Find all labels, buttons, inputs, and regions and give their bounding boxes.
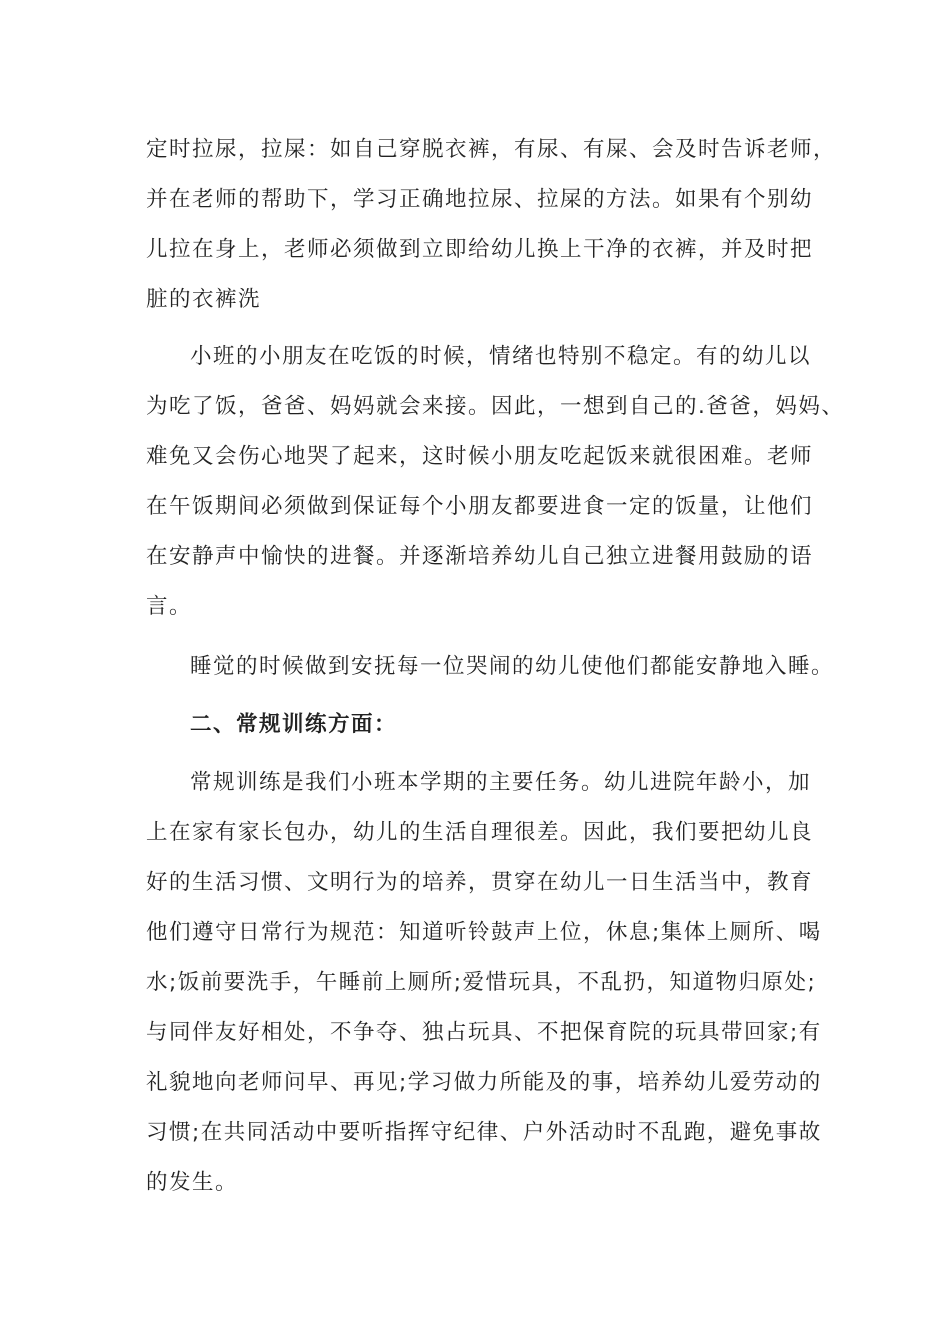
paragraph-line: 并在老师的帮助下，学习正确地拉尿、拉屎的方法。如果有个别幼 [146, 187, 814, 212]
paragraph-line: 言。 [146, 594, 193, 619]
paragraph-line: 脏的衣裤洗 [146, 287, 262, 312]
paragraph-line: 睡觉的时候做到安抚每一位哭闹的幼儿使他们都能安静地入睡。 [190, 654, 835, 679]
section-heading: 二、常规训练方面： [190, 712, 398, 737]
paragraph-line: 小班的小朋友在吃饭的时候，情绪也特别不稳定。有的幼儿以 [190, 344, 812, 369]
paragraph-line: 好的生活习惯、文明行为的培养，贯穿在幼儿一日生活当中，教育 [146, 870, 814, 895]
paragraph-line: 水;饭前要洗手，午睡前上厕所;爱惜玩具，不乱扔，知道物归原处; [146, 970, 817, 995]
paragraph-line: 为吃了饭，爸爸、妈妈就会来接。因此，一想到自己的.爸爸，妈妈、 [146, 394, 845, 419]
paragraph-line: 难免又会伤心地哭了起来，这时候小朋友吃起饭来就很困难。老师 [146, 444, 814, 469]
paragraph-line: 定时拉尿，拉屎：如自己穿脱衣裤，有尿、有屎、会及时告诉老师， [146, 137, 837, 162]
paragraph-line: 在安静声中愉快的进餐。并逐渐培养幼儿自己独立进餐用鼓励的语 [146, 544, 814, 569]
paragraph-line: 与同伴友好相处，不争夺、独占玩具、不把保育院的玩具带回家;有 [146, 1020, 822, 1045]
paragraph-line: 他们遵守日常行为规范：知道听铃鼓声上位，休息;集体上厕所、喝 [146, 920, 822, 945]
paragraph-line: 礼貌地向老师问早、再见;学习做力所能及的事，培养幼儿爱劳动的 [146, 1070, 822, 1095]
paragraph-line: 在午饭期间必须做到保证每个小朋友都要进食一定的饭量，让他们 [146, 494, 814, 519]
paragraph-line: 的发生。 [146, 1170, 239, 1195]
paragraph-line: 儿拉在身上，老师必须做到立即给幼儿换上干净的衣裤，并及时把 [146, 237, 814, 262]
paragraph-line: 上在家有家长包办，幼儿的生活自理很差。因此，我们要把幼儿良 [146, 820, 814, 845]
paragraph-line: 常规训练是我们小班本学期的主要任务。幼儿进院年龄小，加 [190, 770, 812, 795]
paragraph-line: 习惯;在共同活动中要听指挥守纪律、户外活动时不乱跑，避免事故 [146, 1120, 822, 1145]
